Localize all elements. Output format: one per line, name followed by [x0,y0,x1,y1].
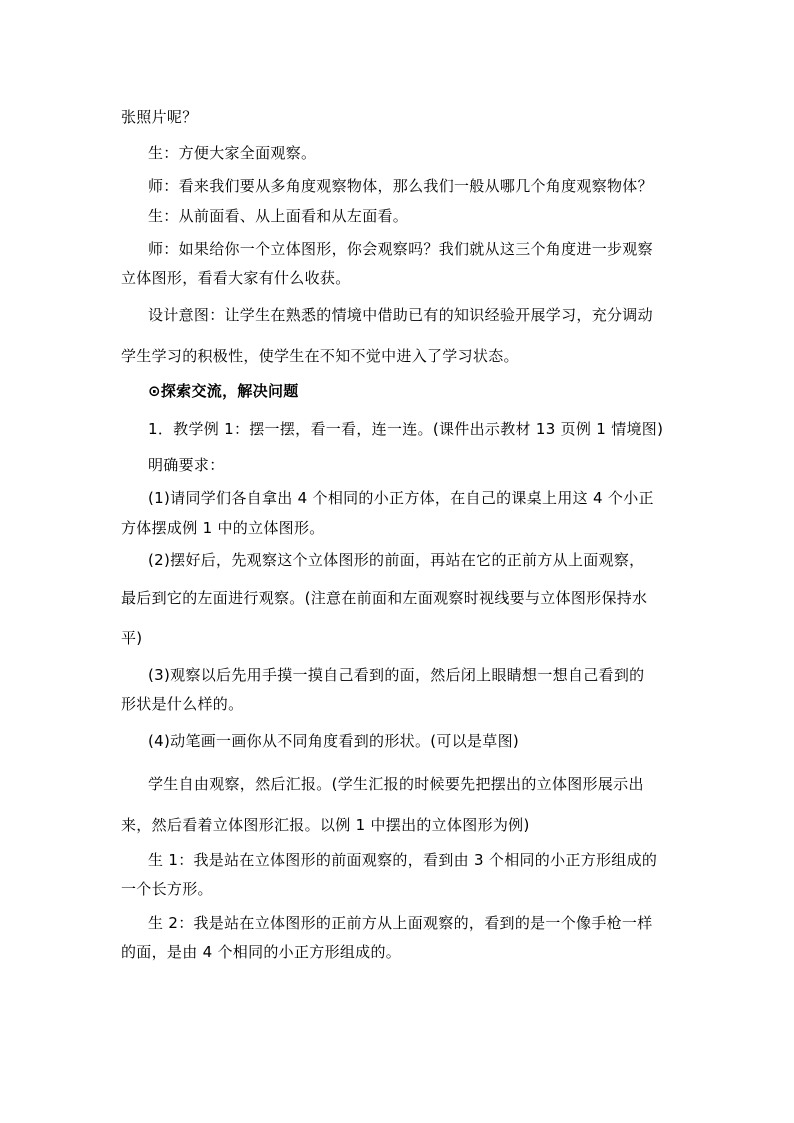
text-line: 生 1：我是站在立体图形的前面观察的，看到由 3 个相同的小正方形组成的 [148,851,658,869]
text-line: 1．教学例 1：摆一摆，看一看，连一连。(课件出示教材 13 页例 1 情境图) [148,420,664,438]
text-line: 师：如果给你一个立体图形，你会观察吗？我们就从这三个角度进一步观察 [148,240,653,258]
text-line: 来，然后看着立体图形汇报。以例 1 中摆出的立体图形为例) [121,816,530,834]
text-line: (2)摆好后，先观察这个立体图形的前面，再站在它的正前方从上面观察， [148,551,645,569]
text-line: 学生自由观察，然后汇报。(学生汇报的时候要先把摆出的立体图形展示出 [148,775,644,793]
design-intent-line: 学生学习的积极性，使学生在不知不觉中进入了学习状态。 [121,347,519,365]
text-line: 的面，是由 4 个相同的小正方形组成的。 [121,943,402,961]
text-line: 形状是什么样的。 [121,695,244,713]
text-line: (4)动笔画一画你从不同角度看到的形状。(可以是草图) [148,732,520,750]
text-line: (1)请同学们各自拿出 4 个相同的小正方体，在自己的课桌上用这 4 个小正 [148,489,654,507]
text-line: 张照片呢？ [121,108,198,126]
text-line: 立体图形，看看大家有什么收获。 [121,269,351,287]
text-line: (3)观察以后先用手摸一摸自己看到的面，然后闭上眼睛想一想自己看到的 [148,666,645,684]
text-line: 一个长方形。 [121,880,213,898]
text-line: 平) [121,629,143,647]
section-heading: ⊙探索交流，解决问题 [148,382,299,400]
text-line: 方体摆成例 1 中的立体图形。 [121,519,325,537]
text-line: 生：从前面看、从上面看和从左面看。 [148,207,409,225]
design-intent-line: 设计意图：让学生在熟悉的情境中借助已有的知识经验开展学习，充分调动 [148,306,653,324]
text-line: 师：看来我们要从多角度观察物体，那么我们一般从哪几个角度观察物体？ [148,177,653,195]
text-line: 生 2：我是站在立体图形的正前方从上面观察的，看到的是一个像手枪一样 [148,914,653,932]
text-line: 最后到它的左面进行观察。(注意在前面和左面观察时视线要与立体图形保持水 [121,589,648,607]
text-line: 明确要求： [148,456,225,474]
text-line: 生：方便大家全面观察。 [148,144,317,162]
